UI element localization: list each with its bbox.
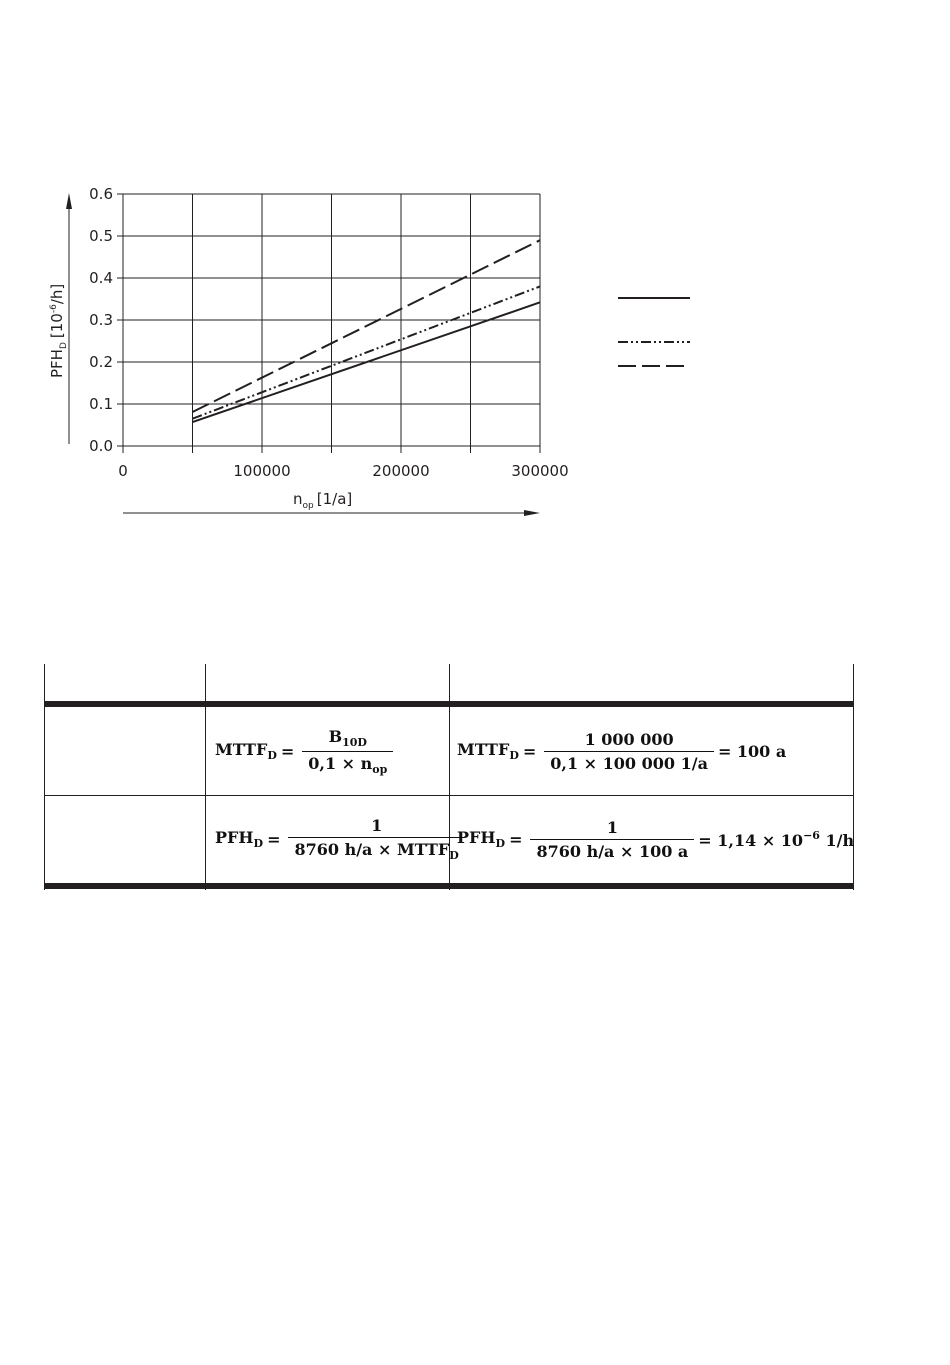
y-tick-label: 0.2 xyxy=(89,353,113,371)
formula-pfhd-example: $PFH_D$ = $\frac{1}{8760 h/a \times 100 a}$ = $1,14 \times 10^{-6}$ 1/h xyxy=(457,817,855,861)
y-axis-label: $PFH_D[10^{-6}/h]$ xyxy=(48,283,69,378)
y-tick-label: 0.3 xyxy=(89,311,113,329)
x-axis-label: $n_{op}$ [1/a] xyxy=(293,490,353,511)
y-axis-arrow xyxy=(66,193,72,444)
series-line-long-dash xyxy=(193,240,541,412)
x-tick-label: 0 xyxy=(118,462,128,480)
y-tick-label: 0.5 xyxy=(89,227,113,245)
x-tick-label: 300000 xyxy=(511,462,569,480)
formula-table xyxy=(44,664,854,890)
table-divider xyxy=(205,664,206,890)
legend xyxy=(618,298,690,366)
y-tick-label: 0.6 xyxy=(89,185,113,203)
series-lines xyxy=(193,240,541,422)
tick-labels xyxy=(89,185,568,480)
table-rule-thick xyxy=(44,701,854,707)
formula-mttfd-general: $MTTF_D$ = $\frac{B_{10D}}{0,1 \times n_{op}}$ xyxy=(215,710,397,792)
formula-mttfd-example: $MTTF_D$ = $\frac{1 000 000}{0,1 \times 100 000 1/a}$ = 100 a xyxy=(457,729,787,773)
table-divider xyxy=(44,664,45,890)
y-tick-label: 0.4 xyxy=(89,269,113,287)
table-rule xyxy=(44,795,854,796)
y-tick-label: 0.1 xyxy=(89,395,113,413)
x-axis-arrow xyxy=(123,510,540,516)
x-tick-label: 200000 xyxy=(372,462,430,480)
y-tick-label: 0.0 xyxy=(89,437,113,455)
series-line-dash-dot-dot xyxy=(193,286,541,418)
x-tick-label: 100000 xyxy=(233,462,291,480)
table-rule-thick xyxy=(44,883,854,889)
chart xyxy=(0,0,950,560)
formula-pfhd-general: $PFH_D$ = $\frac{1}{8760 h/a \times MTTF_D}$ xyxy=(215,798,469,880)
